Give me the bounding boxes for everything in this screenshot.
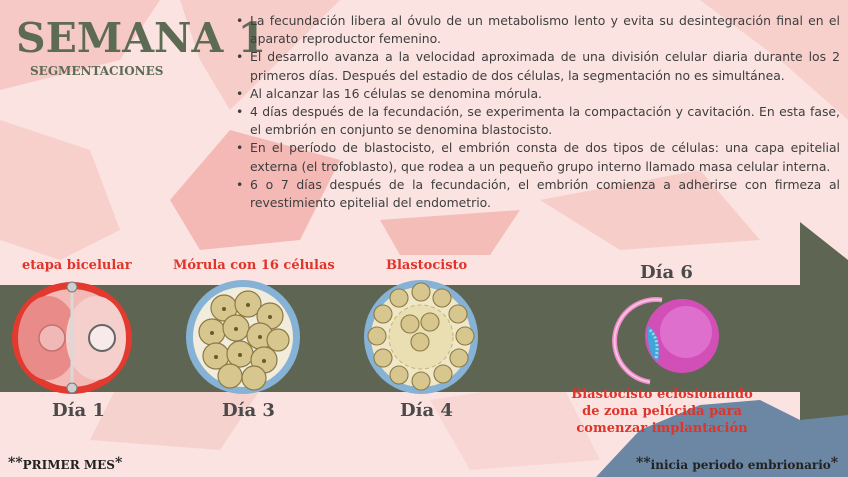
bullet-item: • La fecundación libera al óvulo de un metabolismo lento y evita su desintegración final en el aparato reproductor femenino. xyxy=(236,12,840,48)
page-title: SEMANA 1 xyxy=(16,14,267,62)
stage-label-blastocisto: Blastocisto xyxy=(386,258,468,273)
footnote-marks: ** xyxy=(636,455,651,471)
footnote-marks: * xyxy=(830,455,839,471)
two-cell-embryo-illustration xyxy=(8,280,136,398)
footnote-text: inicia periodo embrionario xyxy=(650,458,831,472)
day6-caption: Blastocisto eclosionando de zona pelúcida para comenzar implantación xyxy=(571,387,753,436)
day-label-6: Día 6 xyxy=(640,262,693,283)
footnote-periodo-embrionario xyxy=(636,455,839,472)
footnote-primer-mes xyxy=(8,455,123,472)
bullet-item: • Al alcanzar las 16 células se denomina mórula. xyxy=(236,85,840,103)
stage-label-morula: Mórula con 16 células xyxy=(173,258,335,273)
bullet-item: • En el período de blastocisto, el embrión consta de dos tipos de células: una capa epitelial externa (el trofoblasto), que rodea a un pequeño grupo interno llamado masa celular interna. xyxy=(236,139,840,175)
day-label-1: Día 1 xyxy=(52,400,105,421)
morula-illustration xyxy=(184,278,302,396)
bullet-list xyxy=(236,12,840,212)
footnote-marks: ** xyxy=(8,455,23,471)
footnote-text: PRIMER MES xyxy=(22,458,115,472)
page-subtitle: SEGMENTACIONES xyxy=(30,64,164,78)
bullet-item: • 4 días después de la fecundación, se experimenta la compactación y cavitación. En esta fase, el embrión en conjunto se denomina blastocisto. xyxy=(236,103,840,139)
day-label-3: Día 3 xyxy=(222,400,275,421)
day-label-4: Día 4 xyxy=(400,400,453,421)
hatching-blastocyst-illustration xyxy=(610,290,732,390)
blastocyst-illustration xyxy=(362,278,480,396)
bullet-item: • 6 o 7 días después de la fecundación, el embrión comienza a adherirse con firmeza al revestimiento epitelial del endometrio. xyxy=(236,176,840,212)
bullet-item: • El desarrollo avanza a la velocidad aproximada de una división celular diaria durante los 2 primeros días. Después del estadio de dos células, la segmentación no es simultánea. xyxy=(236,48,840,84)
footnote-marks: * xyxy=(114,455,123,471)
stage-label-bicelular: etapa bicelular xyxy=(22,258,132,273)
